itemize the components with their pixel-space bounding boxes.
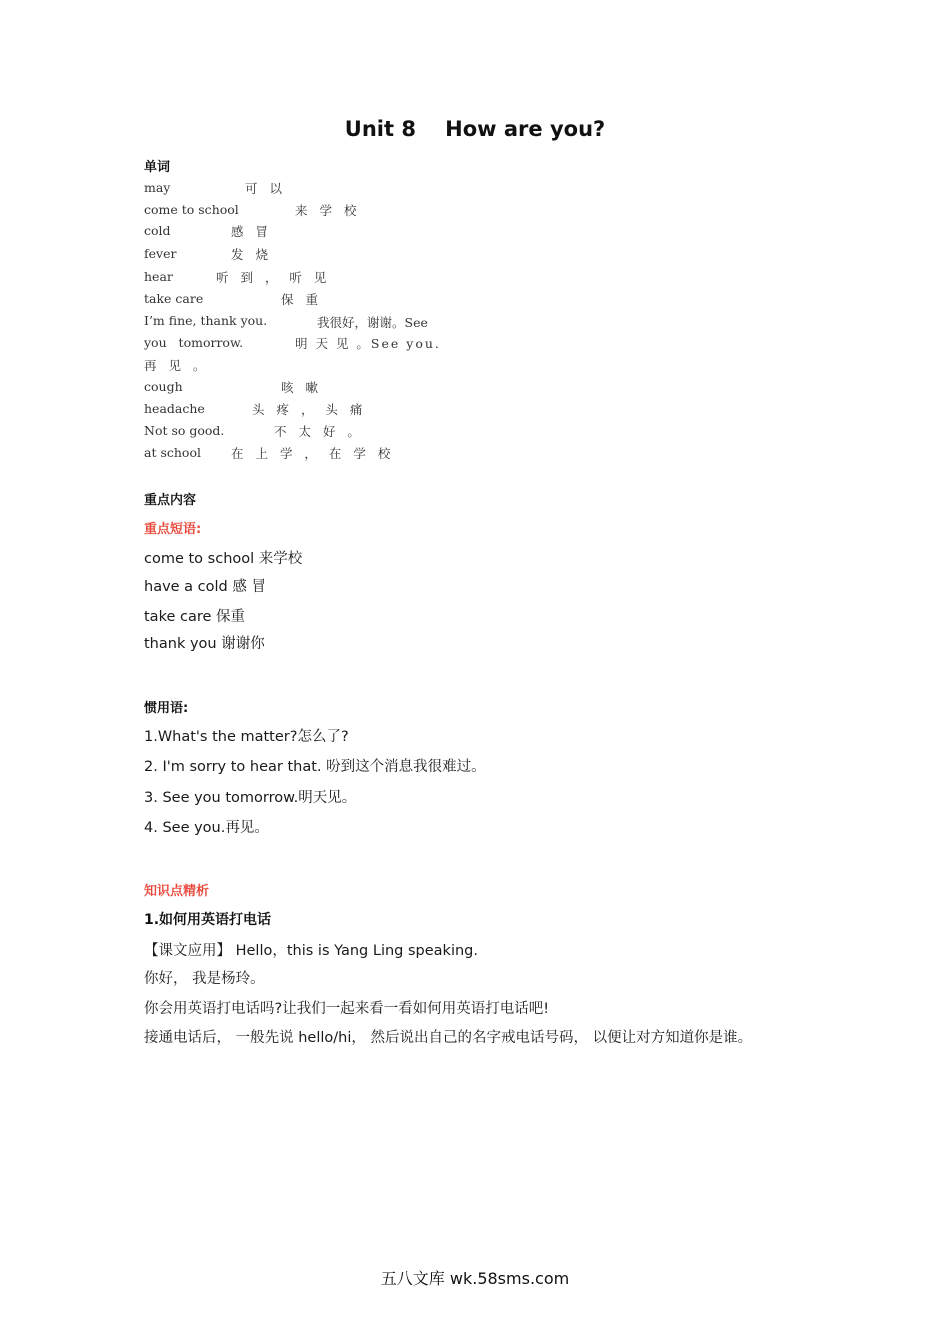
vocab-zh: 可 以 bbox=[245, 181, 286, 196]
vocab-en: you tomorrow. bbox=[144, 335, 244, 350]
vocab-zh: 来 学 校 bbox=[295, 203, 361, 218]
vocab-en: headache bbox=[144, 401, 205, 416]
vocab-zh: 头 疼 ， 头 痛 bbox=[252, 402, 367, 417]
idiom-item: 4. See you.再见。 bbox=[144, 820, 269, 836]
vocab-en: take care bbox=[144, 291, 204, 306]
idioms-heading: 惯用语: bbox=[144, 701, 189, 716]
footer-watermark: 五八文库 wk.58sms.com bbox=[380, 1269, 570, 1288]
analysis-subheading: 1.如何用英语打电话 bbox=[144, 912, 272, 928]
page-title: Unit 8 How are you? bbox=[344, 117, 606, 141]
phrase-item: thank you 谢谢你 bbox=[144, 636, 265, 652]
analysis-line: 你好， 我是杨玲。 bbox=[144, 971, 265, 987]
vocab-zh: 感 冒 bbox=[231, 224, 272, 239]
vocab-heading: 单词 bbox=[144, 160, 171, 175]
vocab-zh: 发 烧 bbox=[231, 247, 272, 262]
analysis-line: 接通电话后， 一般先说 hello/hi， 然后说出自己的名字戒电话号码， 以便让对方知道你是谁。 bbox=[144, 1030, 753, 1046]
analysis-line: 【课文应用】 Hello，this is Yang Ling speaking. bbox=[144, 943, 478, 959]
vocab-en: 再 见 。 bbox=[144, 358, 210, 373]
vocab-zh: 在 上 学 ， 在 学 校 bbox=[231, 446, 395, 461]
vocab-en: cold bbox=[144, 223, 171, 238]
vocab-en: I’m fine, thank you. bbox=[144, 313, 268, 328]
vocab-zh: 我很好，谢谢。See bbox=[317, 315, 428, 330]
idiom-item: 3. See you tomorrow.明天见。 bbox=[144, 790, 357, 806]
phrases-heading: 重点短语: bbox=[144, 522, 202, 537]
phrase-item: have a cold 感 冒 bbox=[144, 579, 266, 595]
analysis-heading: 知识点精析 bbox=[144, 884, 210, 899]
analysis-line: 你会用英语打电话吗?让我们一起来看一看如何用英语打电话吧! bbox=[144, 1001, 550, 1017]
idiom-item: 2. I'm sorry to hear that. 吩到这个消息我很难过。 bbox=[144, 759, 486, 775]
vocab-en: Not so good. bbox=[144, 423, 225, 438]
vocab-en: cough bbox=[144, 379, 183, 394]
idiom-item: 1.What's the matter?怎么了? bbox=[144, 729, 349, 745]
vocab-zh: 保 重 bbox=[281, 292, 322, 307]
vocab-zh: 听 到 ， 听 见 bbox=[216, 270, 331, 285]
vocab-zh: 不 太 好 。 bbox=[274, 424, 364, 439]
vocab-en: at school bbox=[144, 445, 201, 460]
vocab-en: hear bbox=[144, 269, 173, 284]
key-content-heading: 重点内容 bbox=[144, 493, 197, 508]
vocab-en: may bbox=[144, 180, 171, 195]
vocab-zh: 咳 嗽 bbox=[281, 380, 322, 395]
vocab-en: come to school bbox=[144, 202, 239, 217]
vocab-en: fever bbox=[144, 246, 177, 261]
vocab-zh: 明 天 见 。See you. bbox=[295, 336, 441, 351]
phrase-item: take care 保重 bbox=[144, 609, 246, 625]
phrase-item: come to school 来学校 bbox=[144, 551, 303, 567]
